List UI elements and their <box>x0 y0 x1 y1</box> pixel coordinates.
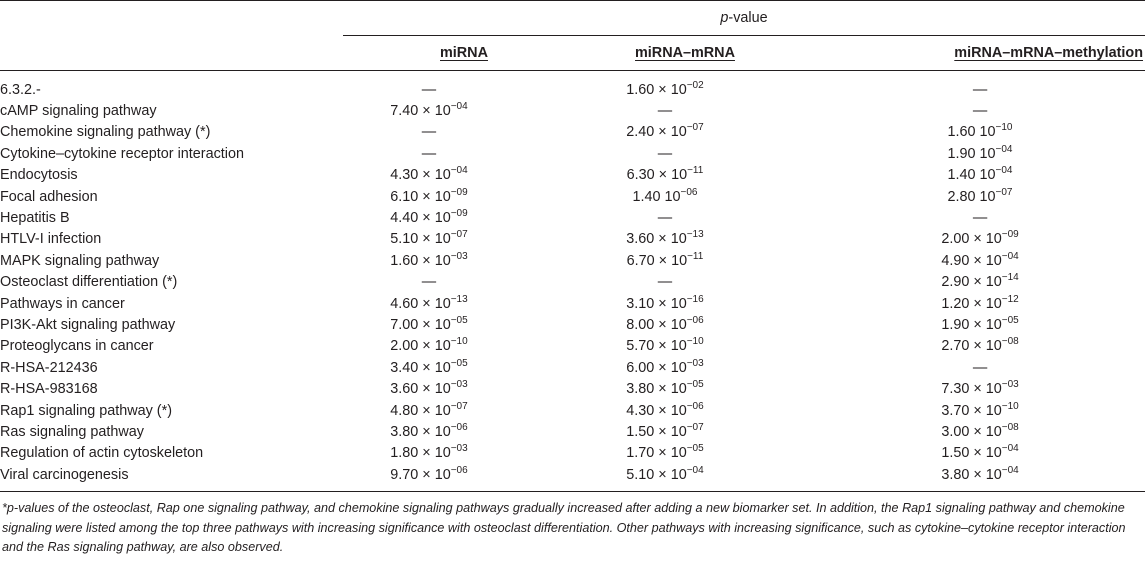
pathway-name-cell: Proteoglycans in cancer <box>0 338 154 355</box>
exponent: −04 <box>1001 443 1019 455</box>
mantissa: 3.80 × 10 <box>390 423 451 440</box>
exponent: −03 <box>450 443 468 455</box>
mantissa: 4.90 × 10 <box>941 252 1002 269</box>
mantissa: 5.10 × 10 <box>390 231 451 248</box>
exponent: −03 <box>686 357 704 369</box>
pvalue-cell <box>515 314 815 335</box>
exponent: −06 <box>686 314 704 326</box>
table-row <box>0 143 1145 164</box>
table-row <box>0 400 1145 421</box>
pvalue-cell <box>515 186 815 207</box>
mantissa: 1.70 × 10 <box>626 445 687 462</box>
exponent: −06 <box>450 421 468 433</box>
exponent: −08 <box>1001 336 1019 348</box>
pvalue-cell <box>343 186 515 207</box>
pvalue-cell <box>515 400 815 421</box>
column-header-mirna: miRNA <box>440 45 488 61</box>
mantissa: 2.70 × 10 <box>941 338 1002 355</box>
header-column-row <box>0 36 1145 71</box>
table-row <box>0 464 1145 492</box>
pvalue-cell <box>515 421 815 442</box>
pathway-name-cell: Focal adhesion <box>0 188 98 205</box>
exponent: −06 <box>686 400 704 412</box>
pathway-name-cell: R-HSA-983168 <box>0 381 98 398</box>
pvalue-cell <box>815 336 1145 357</box>
exponent: −12 <box>1001 293 1019 305</box>
table-row <box>0 229 1145 250</box>
exponent: −05 <box>450 314 468 326</box>
empty-dash: — <box>972 210 988 227</box>
exponent: −13 <box>450 293 468 305</box>
exponent: −07 <box>450 229 468 241</box>
mantissa: 5.70 × 10 <box>626 338 687 355</box>
pvalue-label-rest: -value <box>728 10 768 26</box>
pvalue-cell <box>815 357 1145 378</box>
pvalue-cell <box>815 421 1145 442</box>
pvalue-cell <box>343 122 515 143</box>
empty-dash: — <box>657 145 673 162</box>
empty-dash: — <box>972 359 988 376</box>
exponent: −11 <box>687 250 704 262</box>
exponent: −04 <box>1001 464 1019 476</box>
header-spacer <box>0 71 1145 80</box>
pvalue-cell <box>515 100 815 121</box>
pvalue-cell <box>815 143 1145 164</box>
mantissa: 1.60 10 <box>947 124 996 141</box>
pvalue-cell <box>343 357 515 378</box>
pvalue-cell <box>343 165 515 186</box>
pathway-name-cell: PI3K-Akt signaling pathway <box>0 316 176 333</box>
mantissa: 3.60 × 10 <box>390 381 451 398</box>
mantissa: 6.10 × 10 <box>390 188 451 205</box>
empty-dash: — <box>657 274 673 291</box>
exponent: −02 <box>686 79 704 91</box>
mantissa: 4.30 × 10 <box>626 402 687 419</box>
table-row <box>0 100 1145 121</box>
pathway-name-cell: Hepatitis B <box>0 210 70 227</box>
pvalue-cell <box>343 272 515 293</box>
pvalue-cell <box>515 336 815 357</box>
column-header-mirna-mrna: miRNA–mRNA <box>635 45 735 61</box>
pathway-name-cell: Rap1 signaling pathway (*) <box>0 402 172 419</box>
mantissa: 4.60 × 10 <box>390 295 451 312</box>
column-header-pathway <box>0 36 343 71</box>
pvalue-cell <box>515 165 815 186</box>
empty-dash: — <box>972 81 988 98</box>
mantissa: 4.80 × 10 <box>390 402 451 419</box>
pathway-name-cell: R-HSA-212436 <box>0 359 98 376</box>
mantissa: 3.10 × 10 <box>626 295 687 312</box>
exponent: −04 <box>995 143 1013 155</box>
table-row <box>0 314 1145 335</box>
table-row <box>0 378 1145 399</box>
empty-dash: — <box>657 103 673 120</box>
pathway-name-cell: Ras signaling pathway <box>0 423 144 440</box>
pvalue-cell <box>515 293 815 314</box>
mantissa: 6.70 × 10 <box>626 252 688 269</box>
exponent: −13 <box>686 229 704 241</box>
exponent: −07 <box>686 122 704 134</box>
pvalue-cell <box>515 443 815 464</box>
table-row <box>0 421 1145 442</box>
pvalue-cell <box>343 421 515 442</box>
exponent: −06 <box>450 464 468 476</box>
mantissa: 3.80 × 10 <box>941 466 1002 483</box>
exponent: −14 <box>1001 272 1019 284</box>
mantissa: 2.80 10 <box>947 188 996 205</box>
exponent: −05 <box>686 443 704 455</box>
empty-dash: — <box>972 103 988 120</box>
pvalue-cell <box>343 100 515 121</box>
mantissa: 7.00 × 10 <box>390 316 451 333</box>
mantissa: 7.30 × 10 <box>941 381 1002 398</box>
pvalue-cell <box>515 207 815 228</box>
mantissa: 6.30 × 10 <box>626 167 688 184</box>
header-empty-cell <box>0 1 343 36</box>
pvalue-cell <box>815 165 1145 186</box>
pvalue-cell <box>815 122 1145 143</box>
mantissa: 4.40 × 10 <box>390 210 451 227</box>
pathway-name-cell: cAMP signaling pathway <box>0 103 157 120</box>
exponent: −09 <box>450 208 468 220</box>
mantissa: 2.00 × 10 <box>390 338 451 355</box>
exponent: −16 <box>686 293 704 305</box>
table-row <box>0 272 1145 293</box>
pathway-name-cell: HTLV-I infection <box>0 231 102 248</box>
table-footnote: *p-values of the osteoclast, Rap one signaling pathway, and chemokine signaling pathways gradually increased after adding a new biomarker set. In addition, the Rap1 signaling pathway and chemokine signaling were listed among the top three pathways with increasing significance with osteoclast differentiation. Other pathways with increasing significance, such as cytokine–cytokine receptor interaction and the Ras signaling pathway, are also observed. <box>2 501 1126 554</box>
pathway-name-cell: MAPK signaling pathway <box>0 252 160 269</box>
pvalue-cell <box>815 79 1145 100</box>
pvalue-cell <box>815 229 1145 250</box>
exponent: −10 <box>450 336 468 348</box>
exponent: −10 <box>686 336 704 348</box>
exponent: −09 <box>1001 229 1019 241</box>
table-row <box>0 186 1145 207</box>
exponent: −03 <box>450 250 468 262</box>
pvalue-cell <box>343 443 515 464</box>
exponent: −08 <box>1001 421 1019 433</box>
pathway-name-cell: Pathways in cancer <box>0 295 125 312</box>
pvalue-cell <box>515 272 815 293</box>
pvalue-cell <box>815 293 1145 314</box>
table-row <box>0 357 1145 378</box>
header-group-row <box>0 1 1145 36</box>
exponent: −10 <box>995 122 1013 134</box>
exponent: −04 <box>450 165 468 177</box>
exponent: −03 <box>450 379 468 391</box>
exponent: −07 <box>450 400 468 412</box>
exponent: −10 <box>1001 400 1019 412</box>
pvalue-cell <box>343 79 515 100</box>
exponent: −04 <box>450 101 468 113</box>
mantissa: 1.60 × 10 <box>626 81 687 98</box>
pathway-name-cell: Endocytosis <box>0 167 78 184</box>
exponent: −09 <box>450 186 468 198</box>
mantissa: 1.60 × 10 <box>390 252 451 269</box>
pathway-name-cell: Chemokine signaling pathway (*) <box>0 124 211 141</box>
pvalue-cell <box>515 79 815 100</box>
pvalue-cell <box>343 400 515 421</box>
exponent: −05 <box>450 357 468 369</box>
table-bottom-rule <box>0 492 1145 493</box>
empty-dash: — <box>421 145 437 162</box>
table-body <box>0 79 1145 492</box>
mantissa: 4.30 × 10 <box>390 167 451 184</box>
mantissa: 2.90 × 10 <box>941 274 1002 291</box>
mantissa: 3.00 × 10 <box>941 423 1002 440</box>
exponent: −06 <box>680 186 698 198</box>
pvalue-cell <box>815 378 1145 399</box>
table-row <box>0 336 1145 357</box>
pathway-name-cell: 6.3.2.- <box>0 81 41 98</box>
pvalue-cell <box>343 250 515 271</box>
empty-dash: — <box>421 124 437 141</box>
column-header-mirna-mrna-methylation: miRNA–mRNA–methylation <box>954 45 1144 61</box>
pvalue-cell <box>515 229 815 250</box>
pvalue-cell <box>815 314 1145 335</box>
pvalue-cell <box>515 143 815 164</box>
table-row <box>0 122 1145 143</box>
mantissa: 3.60 × 10 <box>626 231 687 248</box>
pvalue-cell <box>343 143 515 164</box>
pathway-name-cell: Osteoclast differentiation (*) <box>0 274 178 291</box>
table-row <box>0 250 1145 271</box>
exponent: −11 <box>687 165 704 177</box>
pvalue-cell <box>515 122 815 143</box>
exponent: −04 <box>1001 250 1019 262</box>
mantissa: 7.40 × 10 <box>390 103 451 120</box>
mantissa: 9.70 × 10 <box>390 466 451 483</box>
pvalue-cell <box>515 464 815 492</box>
mantissa: 3.70 × 10 <box>941 402 1002 419</box>
pvalue-cell <box>343 378 515 399</box>
mantissa: 1.50 × 10 <box>941 445 1002 462</box>
pathway-name-cell: Cytokine–cytokine receptor interaction <box>0 145 244 162</box>
exponent: −04 <box>686 464 704 476</box>
empty-dash: — <box>657 210 673 227</box>
mantissa: 1.80 × 10 <box>390 445 451 462</box>
pvalue-group-header <box>343 1 1145 36</box>
empty-dash: — <box>421 274 437 291</box>
mantissa: 5.10 × 10 <box>626 466 687 483</box>
table-row <box>0 165 1145 186</box>
mantissa: 3.40 × 10 <box>390 359 451 376</box>
pvalue-cell <box>815 400 1145 421</box>
pvalue-cell <box>343 229 515 250</box>
table-row <box>0 443 1145 464</box>
pvalue-cell <box>815 186 1145 207</box>
pvalue-cell <box>815 207 1145 228</box>
pvalue-cell <box>343 207 515 228</box>
mantissa: 3.80 × 10 <box>626 381 687 398</box>
pvalue-cell <box>515 250 815 271</box>
pathway-name-cell: Viral carcinogenesis <box>0 466 129 483</box>
exponent: −05 <box>1001 314 1019 326</box>
pvalue-cell <box>343 314 515 335</box>
mantissa: 1.90 × 10 <box>941 316 1002 333</box>
mantissa: 6.00 × 10 <box>626 359 687 376</box>
pvalue-cell <box>515 378 815 399</box>
pvalue-cell <box>815 272 1145 293</box>
mantissa: 1.40 10 <box>947 167 996 184</box>
pathway-name-cell: Regulation of actin cytoskeleton <box>0 445 204 462</box>
pvalue-cell <box>343 336 515 357</box>
mantissa: 2.00 × 10 <box>941 231 1002 248</box>
table-row <box>0 207 1145 228</box>
pvalue-cell <box>815 443 1145 464</box>
pvalue-cell <box>343 293 515 314</box>
pvalue-cell <box>343 464 515 492</box>
pvalue-cell <box>815 100 1145 121</box>
exponent: −03 <box>1001 379 1019 391</box>
table-row <box>0 79 1145 100</box>
table-row <box>0 293 1145 314</box>
exponent: −05 <box>686 379 704 391</box>
pvalue-cell <box>815 250 1145 271</box>
pvalue-cell <box>515 357 815 378</box>
mantissa: 1.50 × 10 <box>626 423 687 440</box>
exponent: −07 <box>995 186 1013 198</box>
mantissa: 1.90 10 <box>947 145 996 162</box>
exponent: −07 <box>686 421 704 433</box>
exponent: −04 <box>995 165 1013 177</box>
mantissa: 8.00 × 10 <box>626 316 687 333</box>
empty-dash: — <box>421 81 437 98</box>
mantissa: 2.40 × 10 <box>626 124 687 141</box>
mantissa: 1.20 × 10 <box>941 295 1002 312</box>
mantissa: 1.40 10 <box>632 188 681 205</box>
pvalue-cell <box>815 464 1145 492</box>
pvalue-italic-p: p <box>720 10 729 26</box>
